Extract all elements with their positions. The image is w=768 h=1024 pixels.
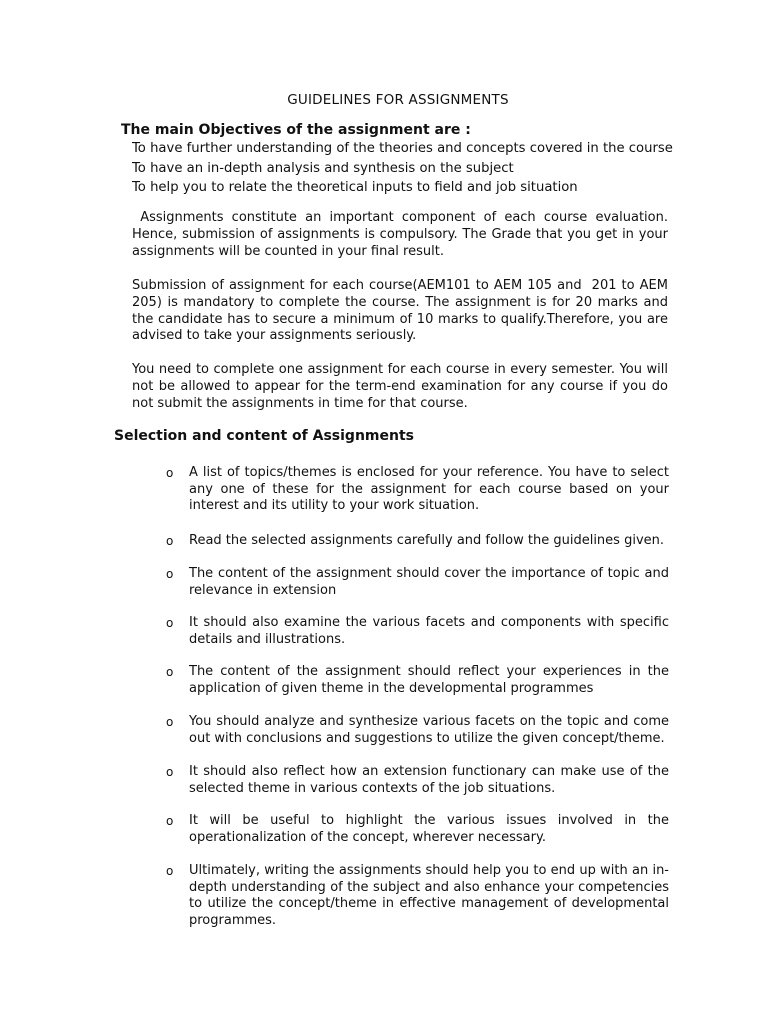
list-item xyxy=(166,664,669,697)
list-item xyxy=(166,714,669,747)
list-item-text: The content of the assignment should cover the importance of topic and relevance in extension xyxy=(189,566,669,598)
objective-item: To help you to relate the theoretical inputs to field and job situation xyxy=(132,180,578,195)
paragraph-submission-requirement: Submission of assignment for each course(AEM101 to AEM 105 and 201 to AEM 205) is mandatory to complete the course. The assignment is for 20 marks and the candidate has to secure a minimum of 10 marks to qualify.Therefore, you are advised to take your assignments seriously. xyxy=(132,278,673,344)
list-item xyxy=(166,813,669,846)
objective-item: To have an in-depth analysis and synthesis on the subject xyxy=(132,160,514,176)
bullet-icon: o xyxy=(166,534,174,548)
list-item xyxy=(166,566,669,599)
list-item xyxy=(166,533,669,550)
list-item xyxy=(166,615,669,648)
bullet-icon: o xyxy=(166,765,174,779)
list-item-text: You should analyze and synthesize various facets on the topic and come out with conclusions and suggestions to utilize the given concept/theme. xyxy=(189,714,669,746)
bullet-icon: o xyxy=(166,466,174,480)
objective-item: To have further understanding of the theories and concepts covered in the course xyxy=(132,141,673,156)
list-item-text: It will be useful to highlight the various issues involved in the operationalization of the concept, wherever necessary. xyxy=(189,813,669,845)
page-title: GUIDELINES FOR ASSIGNMENTS xyxy=(287,92,509,108)
list-item-text: A list of topics/themes is enclosed for your reference. You have to select any one of these for the assignment for each course based on your interest and its utility to your work situation. xyxy=(189,465,669,514)
bullet-icon: o xyxy=(166,864,174,878)
bullet-icon: o xyxy=(166,665,174,679)
paragraph-exam-eligibility: You need to complete one assignment for each course in every semester. You will not be allowed to appear for the term-end examination for any course if you do not submit the assignments in time for that course. xyxy=(132,362,668,411)
list-item-text: Read the selected assignments carefully and follow the guidelines given. xyxy=(189,533,665,548)
list-item xyxy=(166,465,669,515)
list-item xyxy=(166,764,669,797)
objectives-list xyxy=(132,139,673,198)
bullet-icon: o xyxy=(166,715,174,729)
list-item-text: It should also examine the various facets and components with specific details and illustrations. xyxy=(189,615,669,647)
list-item-text: It should also reflect how an extension functionary can make use of the selected theme in various contexts of the job situations. xyxy=(189,764,669,796)
bullet-icon: o xyxy=(166,616,174,630)
bullet-icon: o xyxy=(166,814,174,828)
list-item-text: Ultimately, writing the assignments should help you to end up with an in-depth understanding of the subject and also enhance your competencies to utilize the concept/theme in effective management of developmental programmes. xyxy=(189,863,669,928)
bullet-icon: o xyxy=(166,567,174,581)
list-item xyxy=(166,863,669,929)
selection-heading: Selection and content of Assignments xyxy=(114,428,414,444)
objectives-heading: The main Objectives of the assignment are : xyxy=(121,122,471,138)
list-item-text: The content of the assignment should reflect your experiences in the application of given theme in the developmental programmes xyxy=(189,664,669,696)
paragraph-assignments-importance: Assignments constitute an important component of each course evaluation. Hence, submission of assignments is compulsory. The Grade that you get in your assignments will be counted in your final result. xyxy=(132,210,673,259)
